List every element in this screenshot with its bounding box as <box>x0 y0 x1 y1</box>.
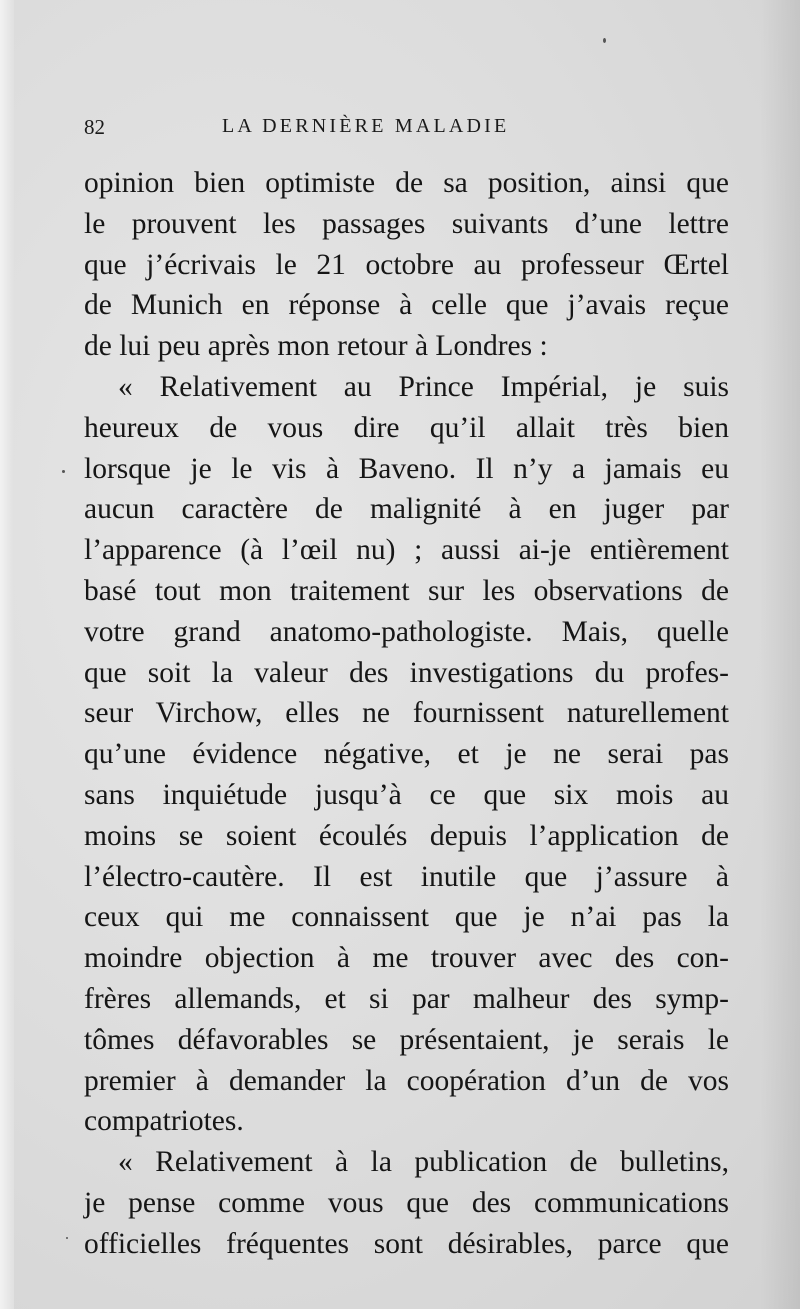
text-line: moins se soient écoulés depuis l’application de <box>84 819 729 852</box>
running-header <box>84 115 584 145</box>
text-line: opinion bien optimiste de sa position, ainsi que <box>84 167 729 199</box>
text-line: premier à demander la coopération d’un de vos <box>84 1064 729 1097</box>
text-line: tômes défavorables se présentaient, je serais le <box>84 1023 729 1056</box>
body-text <box>84 163 729 1265</box>
text-line: aucun caractère de malignité à en juger par <box>84 493 729 526</box>
text-line: de Munich en réponse à celle que j’avais reçue <box>84 289 729 322</box>
text-line: le prouvent les passages suivants d’une lettre <box>84 207 729 240</box>
running-title: LA DERNIÈRE MALADIE <box>222 115 510 137</box>
text-line: l’apparence (à l’œil nu) ; aussi ai-je entièrement <box>84 534 729 567</box>
text-line: frères allemands, et si par malheur des symp- <box>84 982 729 1015</box>
paper-speck <box>66 1237 68 1239</box>
text-line: ceux qui me connaissent que je n’ai pas la <box>84 901 729 934</box>
paper-speck <box>603 38 606 43</box>
text-line: basé tout mon traitement sur les observations de <box>84 574 729 607</box>
text-line: officielles fréquentes sont désirables, parce que <box>84 1227 729 1260</box>
page-number: 82 <box>84 115 105 139</box>
text-line: sans inquiétude jusqu’à ce que six mois au <box>84 778 729 811</box>
text-line: heureux de vous dire qu’il allait très bien <box>84 411 729 444</box>
text-line: que soit la valeur des investigations du profes- <box>84 656 729 689</box>
text-line: je pense comme vous que des communications <box>84 1186 729 1219</box>
text-line: de lui peu après mon retour à Londres : <box>84 330 548 363</box>
text-line: l’électro-cautère. Il est inutile que j’assure à <box>84 860 729 893</box>
text-line: seur Virchow, elles ne fournissent naturellement <box>84 697 729 730</box>
page-left-edge <box>0 0 14 1309</box>
text-line: que j’écrivais le 21 octobre au professeur Œrtel <box>84 248 729 281</box>
text-line: lorsque je le vis à Baveno. Il n’y a jamais eu <box>84 452 729 485</box>
paper-speck <box>62 470 65 473</box>
text-line: « Relativement à la publication de bulletins, <box>118 1146 729 1179</box>
text-line: « Relativement au Prince Impérial, je suis <box>118 370 729 403</box>
text-line: moindre objection à me trouver avec des con- <box>84 942 729 975</box>
text-line: compatriotes. <box>84 1105 244 1138</box>
text-line: votre grand anatomo-pathologiste. Mais, quelle <box>84 615 729 648</box>
page-gutter-shadow <box>760 0 800 1309</box>
text-line: qu’une évidence négative, et je ne serai pas <box>84 738 729 771</box>
